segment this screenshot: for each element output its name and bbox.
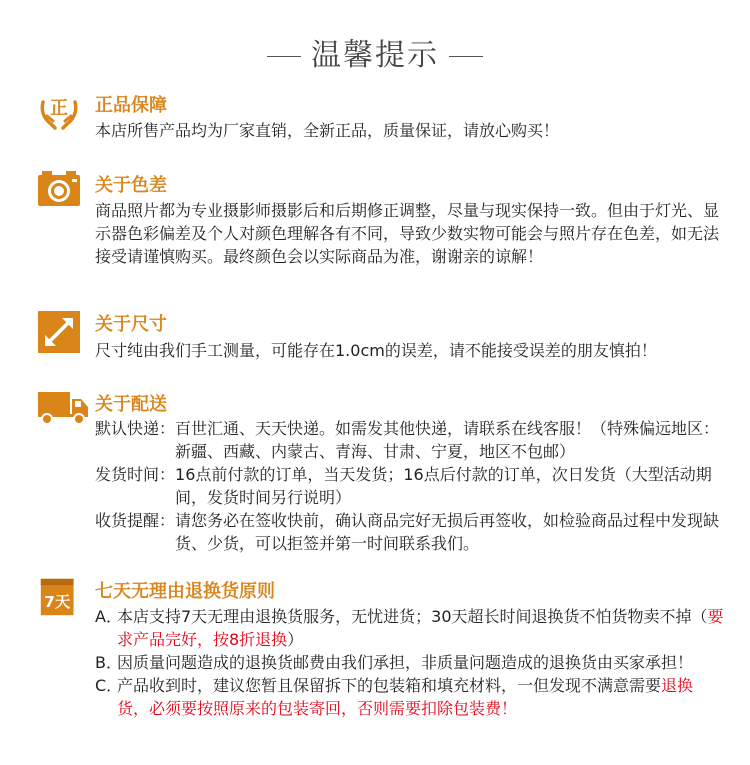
returns-item-tail: ） bbox=[287, 630, 304, 649]
delivery-item-text: 请您务必在签收快前，确认商品完好无损后再签收，如检验商品过程中发现缺货、少货，可以拒签并第一时间联系我们。 bbox=[175, 511, 720, 553]
delivery-list bbox=[95, 417, 725, 555]
returns-item bbox=[95, 651, 725, 674]
returns-list bbox=[95, 605, 725, 720]
returns-item-text: 产品收到时，建议您暂且保留拆下的包装箱和填充材料，一但发现不满意需要 bbox=[117, 676, 662, 695]
returns-item-highlight: 退换货，必须要按照原来的包装寄回，否则需要扣除包装费！ bbox=[117, 676, 694, 718]
delivery-item-label: 收货提醒： bbox=[95, 511, 176, 530]
delivery-item-text: 百世汇通、天天快递。如需发其他快递，请联系在线客服！（特殊偏远地区：新疆、西藏、内蒙古、青海、甘肃、宁夏，地区不包邮） bbox=[175, 419, 720, 461]
returns-item-content bbox=[117, 651, 725, 674]
returns-item-content bbox=[117, 674, 725, 720]
returns-item-highlight: 要求产品完好，按8折退换 bbox=[117, 607, 724, 649]
page-title-text: 温馨提示 bbox=[311, 38, 439, 73]
calendar-icon-text: 7天 bbox=[44, 593, 71, 611]
truck-icon bbox=[37, 390, 89, 426]
color-text: 商品照片都为专业摄影师摄影后和后期修正调整，尽量与现实保持一致。但由于灯光、显示器色彩偏差及个人对颜色理解各有不同，导致少数实物可能会与照片存在色差，如无法接受请谨慎购买。最终颜色会以实际商品为准，谢谢亲的谅解！ bbox=[95, 201, 720, 266]
returns-item-text: 本店支持7天无理由退换货服务，无忧进货；30天超长时间退换货不怕货物卖不掉（ bbox=[117, 607, 708, 626]
title-left-dash bbox=[267, 56, 301, 58]
page-title bbox=[0, 30, 750, 74]
title-right-dash bbox=[449, 56, 483, 58]
returns-item-label: B． bbox=[95, 653, 122, 672]
color-heading: 关于色差 bbox=[95, 175, 167, 196]
delivery-item bbox=[95, 417, 725, 463]
delivery-item bbox=[95, 509, 725, 555]
genuine-text: 本店所售产品均为厂家直销，全新正品，质量保证，请放心购买！ bbox=[95, 121, 560, 140]
genuine-heading: 正品保障 bbox=[95, 95, 167, 116]
size-text: 尺寸纯由我们手工测量，可能存在1.0cm的误差，请不能接受误差的朋友慎拍！ bbox=[95, 341, 657, 360]
resize-arrow-icon bbox=[37, 310, 81, 354]
returns-item bbox=[95, 674, 725, 720]
returns-item-text: 因质量问题造成的退换货邮费由我们承担，非质量问题造成的退换货由买家承担！ bbox=[117, 653, 694, 672]
delivery-item-label: 默认快递： bbox=[95, 419, 176, 438]
returns-item-content bbox=[117, 605, 725, 651]
delivery-item-label: 发货时间： bbox=[95, 465, 176, 484]
delivery-item-text: 16点前付款的订单，当天发货；16点后付款的订单，次日发货（大型活动期间，发货时间另行说明） bbox=[175, 465, 712, 507]
size-heading: 关于尺寸 bbox=[95, 314, 167, 335]
returns-item bbox=[95, 605, 725, 651]
returns-item-label: A． bbox=[95, 607, 122, 626]
genuine-icon-text: 正 bbox=[50, 98, 68, 119]
genuine-hands-icon bbox=[37, 88, 81, 132]
delivery-item bbox=[95, 463, 725, 509]
delivery-heading: 关于配送 bbox=[95, 394, 167, 415]
returns-heading: 七天无理由退换货原则 bbox=[95, 581, 275, 602]
returns-item-label: C． bbox=[95, 676, 123, 695]
calendar-7-days-icon bbox=[39, 575, 79, 619]
camera-icon bbox=[37, 168, 81, 212]
